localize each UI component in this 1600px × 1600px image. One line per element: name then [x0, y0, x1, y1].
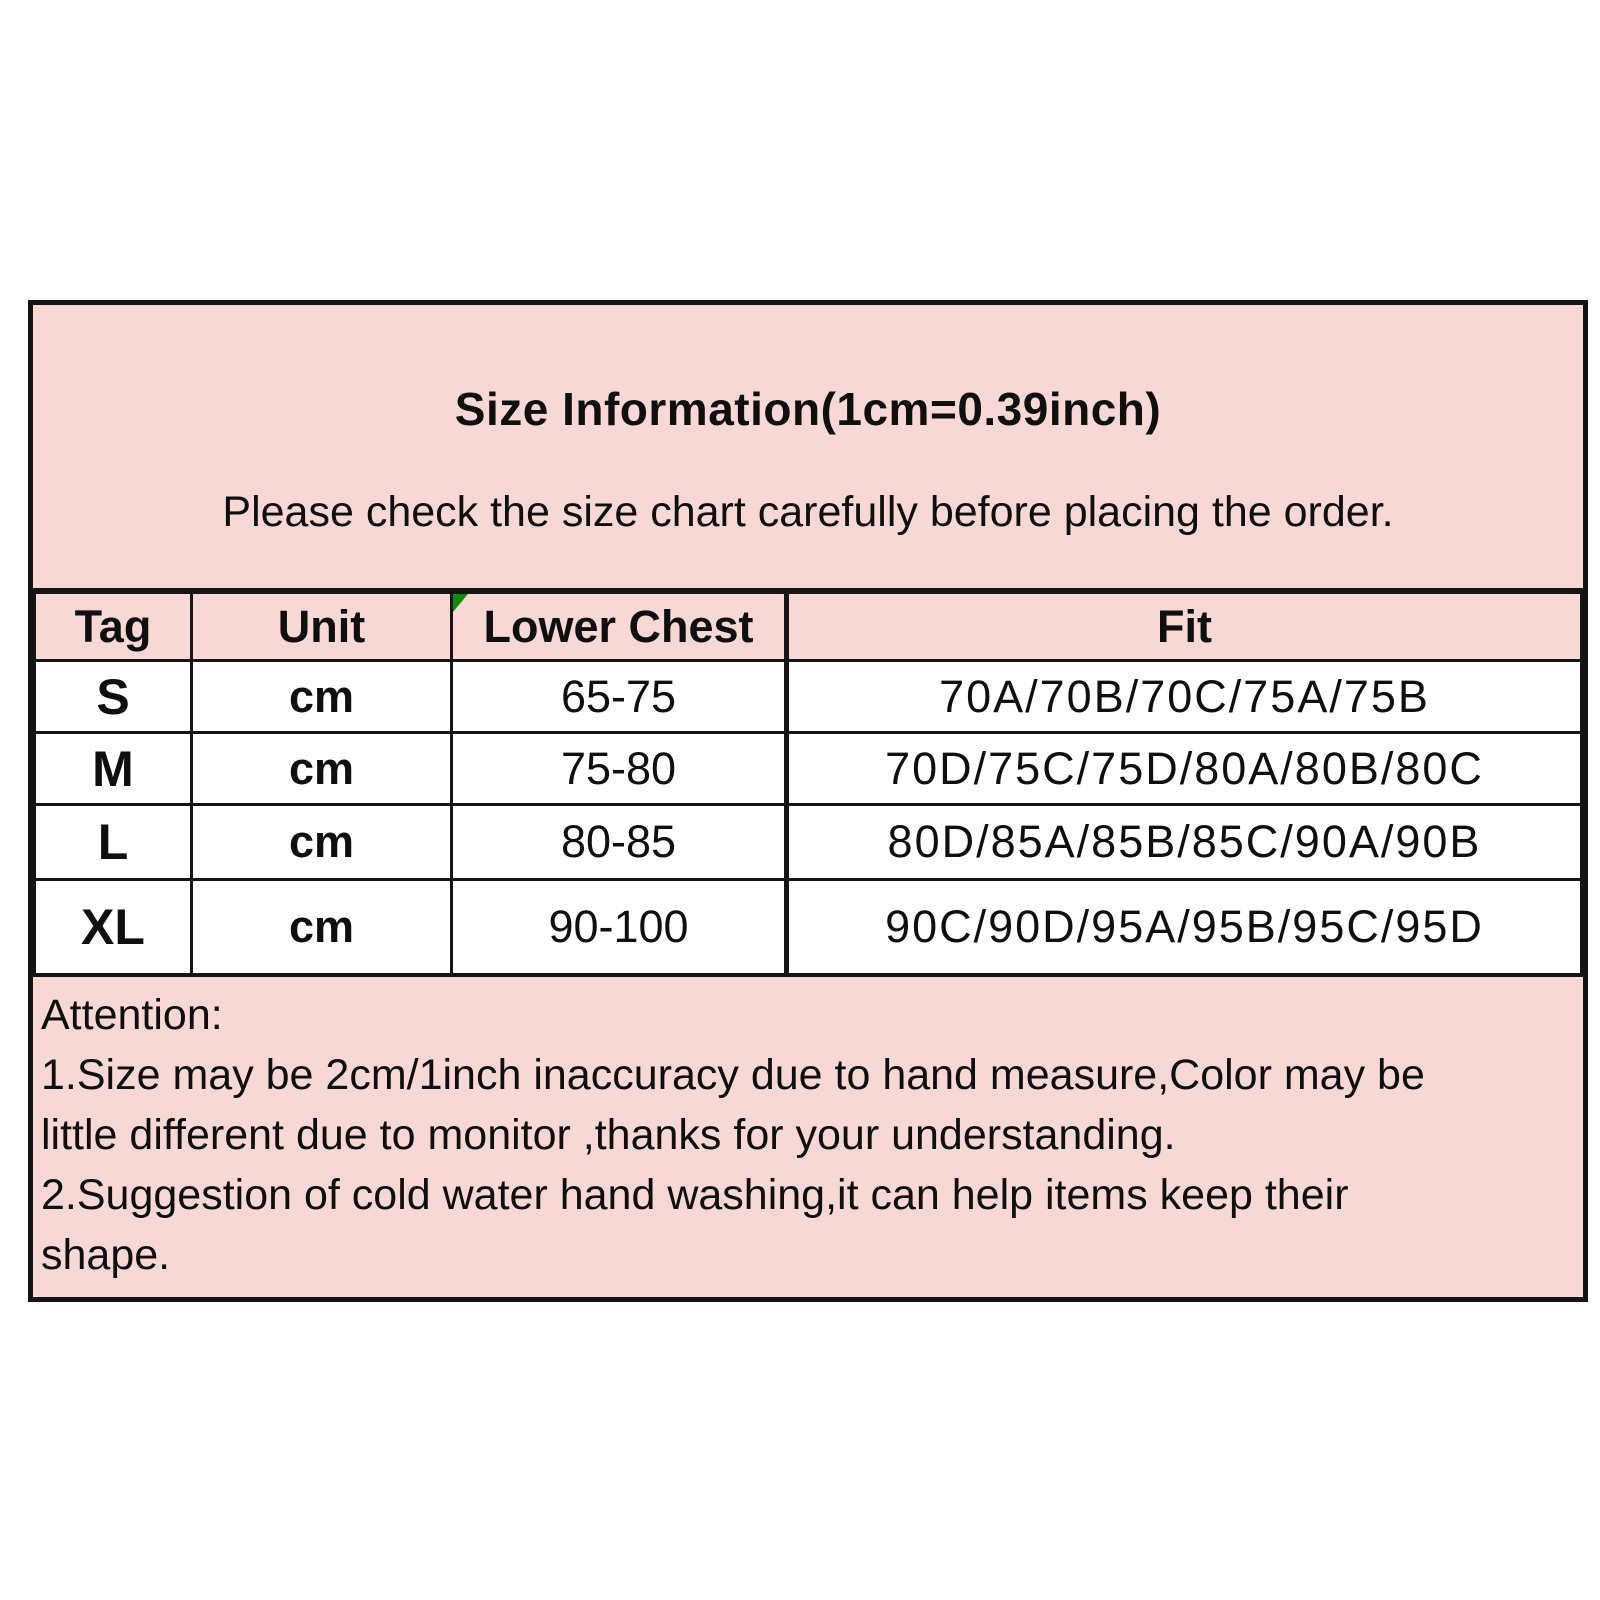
cell-lower-chest-s: 65-75	[452, 661, 787, 733]
attention-note1-line2: little different due to monitor ,thanks for your understanding.	[41, 1111, 1176, 1159]
cell-unit-l: cm	[192, 805, 452, 880]
table-header-row	[35, 593, 1582, 661]
attention-section	[33, 976, 1583, 1297]
table-row-xl	[35, 880, 1582, 975]
cell-lower-chest-xl: 90-100	[452, 880, 787, 975]
page-title: Size Information(1cm=0.39inch)	[454, 383, 1162, 435]
cell-unit-xl: cm	[192, 880, 452, 975]
attention-note2-line2: shape.	[41, 1231, 171, 1279]
cell-lower-chest-m: 75-80	[452, 733, 787, 805]
table-row-s	[35, 661, 1582, 733]
intro-section	[33, 305, 1583, 591]
attention-note2-line1: 2.Suggestion of cold water hand washing,it can help items keep their	[41, 1171, 1349, 1219]
cell-fit-xl: 90C/90D/95A/95B/95C/95D	[787, 880, 1582, 975]
cell-fit-s: 70A/70B/70C/75A/75B	[787, 661, 1582, 733]
column-header-lower-chest	[452, 593, 787, 661]
page-subtitle: Please check the size chart carefully before placing the order.	[222, 488, 1394, 536]
cell-fit-m: 70D/75C/75D/80A/80B/80C	[787, 733, 1582, 805]
size-info-panel	[28, 300, 1588, 1302]
attention-note1-line1: 1.Size may be 2cm/1inch inaccuracy due to hand measure,Color may be	[41, 1051, 1425, 1099]
table-row-l	[35, 805, 1582, 880]
column-header-tag: Tag	[35, 593, 192, 661]
column-header-lower-chest-label: Lower Chest	[483, 600, 754, 652]
size-table	[33, 591, 1583, 976]
cell-unit-s: cm	[192, 661, 452, 733]
cell-unit-m: cm	[192, 733, 452, 805]
column-header-fit: Fit	[787, 593, 1582, 661]
cell-fit-l: 80D/85A/85B/85C/90A/90B	[787, 805, 1582, 880]
cell-tag-s: S	[35, 661, 192, 733]
cell-lower-chest-l: 80-85	[452, 805, 787, 880]
table-row-m	[35, 733, 1582, 805]
cell-tag-xl: XL	[35, 880, 192, 975]
attention-heading: Attention:	[41, 991, 223, 1039]
cell-tag-m: M	[35, 733, 192, 805]
comment-flag-icon	[453, 594, 468, 612]
column-header-unit: Unit	[192, 593, 452, 661]
cell-tag-l: L	[35, 805, 192, 880]
